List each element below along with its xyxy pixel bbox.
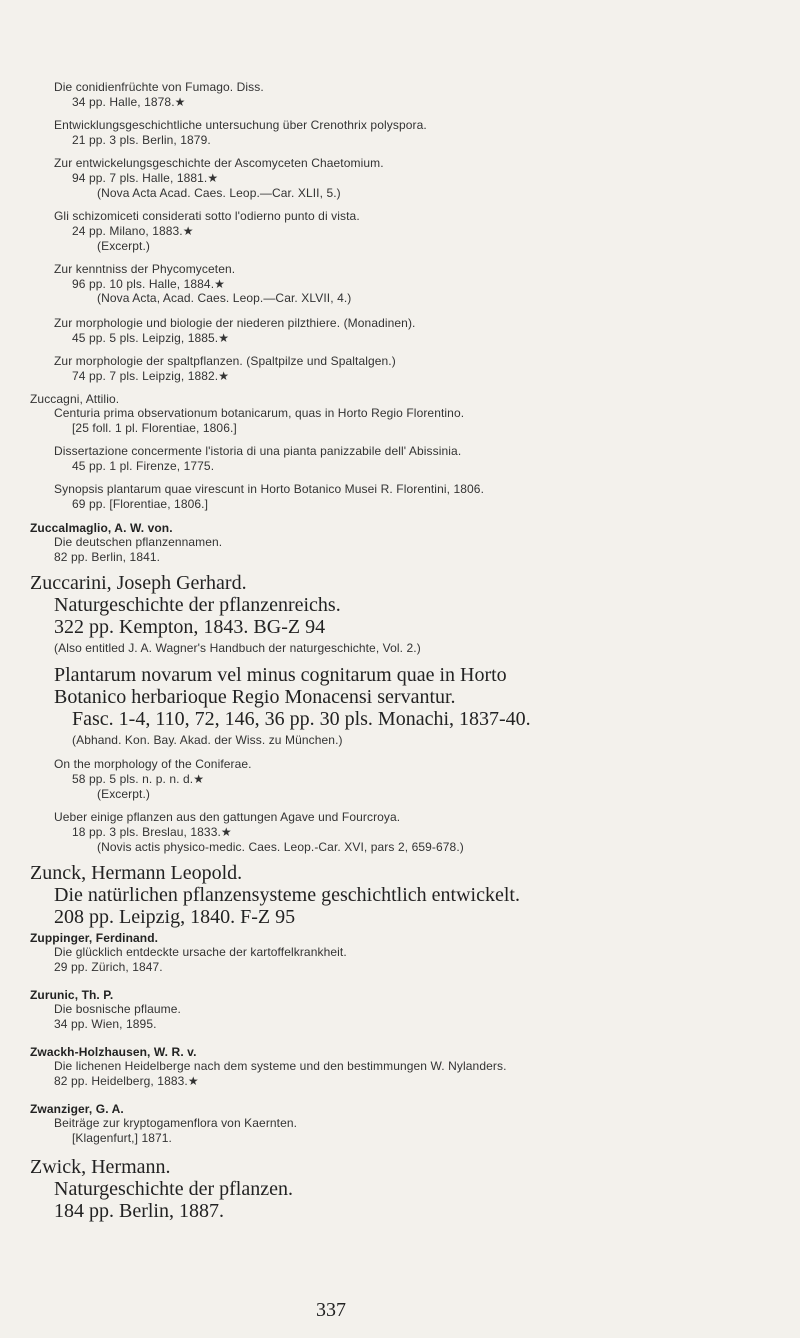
entry-line: 58 pp. 5 pls. n. p. n. d.★ [72, 772, 205, 786]
entry-line: 96 pp. 10 pls. Halle, 1884.★ [72, 277, 225, 291]
entry-line: Gli schizomiceti considerati sotto l'odierno punto di vista. [54, 209, 360, 223]
entry-line: Synopsis plantarum quae virescunt in Horto Botanico Musei R. Florentini, 1806. [54, 482, 485, 496]
entry-line: Naturgeschichte der pflanzen. [54, 1178, 293, 1200]
entry-line: Naturgeschichte der pflanzenreichs. [54, 594, 341, 616]
entry-line: Zwanziger, G. A. [30, 1102, 124, 1116]
entry-line: Zur morphologie und biologie der niederen pilzthiere. (Monadinen). [54, 316, 416, 330]
entry-line: Dissertazione concermente l'istoria di una pianta panizzabile dell' Abissinia. [54, 444, 462, 458]
entry-line: Die conidienfrüchte von Fumago. Diss. [54, 80, 264, 94]
entry-line: Entwicklungsgeschichtliche untersuchung über Crenothrix polyspora. [54, 118, 427, 132]
entry-line: Die deutschen pflanzennamen. [54, 535, 223, 549]
entry-line: 208 pp. Leipzig, 1840. F-Z 95 [54, 906, 296, 928]
entry-line: On the morphology of the Coniferae. [54, 757, 252, 771]
entry-line: 74 pp. 7 pls. Leipzig, 1882.★ [72, 369, 230, 383]
entry-line: 322 pp. Kempton, 1843. BG-Z 94 [54, 616, 326, 638]
entry-line: 18 pp. 3 pls. Breslau, 1833.★ [72, 825, 232, 839]
entry-line: 29 pp. Zürich, 1847. [54, 960, 163, 974]
entry-line: Fasc. 1-4, 110, 72, 146, 36 pp. 30 pls. Monachi, 1837-40. [72, 708, 531, 730]
entry-line: Zur kenntniss der Phycomyceten. [54, 262, 236, 276]
entry-line: Zuccagni, Attilio. [30, 392, 120, 406]
entry-line: Plantarum novarum vel minus cognitarum quae in Horto [54, 664, 507, 686]
entry-line: (Abhand. Kon. Bay. Akad. der Wiss. zu München.) [72, 733, 343, 747]
entry-line: (Excerpt.) [97, 239, 151, 253]
entry-line: (Also entitled J. A. Wagner's Handbuch der naturgeschichte, Vol. 2.) [54, 641, 421, 655]
entry-line: (Excerpt.) [97, 787, 151, 801]
entry-line: Die natürlichen pflanzensysteme geschichtlich entwickelt. [54, 884, 520, 906]
entry-line: Die glücklich entdeckte ursache der kartoffelkrankheit. [54, 945, 347, 959]
entry-line: (Novis actis physico-medic. Caes. Leop.-Car. XVI, pars 2, 659-678.) [97, 840, 464, 854]
entry-line: Zuccarini, Joseph Gerhard. [30, 572, 247, 594]
entry-line: 82 pp. Berlin, 1841. [54, 550, 161, 564]
entry-line: Zurunic, Th. P. [30, 988, 114, 1002]
entry-line: 34 pp. Halle, 1878.★ [72, 95, 186, 109]
entry-line: Botanico herbarioque Regio Monacensi servantur. [54, 686, 456, 708]
page-number: 337 [316, 1299, 346, 1321]
entry-line: Zuccalmaglio, A. W. von. [30, 521, 173, 535]
entry-line: 21 pp. 3 pls. Berlin, 1879. [72, 133, 211, 147]
entry-line: Centuria prima observationum botanicarum, quas in Horto Regio Florentino. [54, 406, 465, 420]
entry-line: Zwick, Hermann. [30, 1156, 171, 1178]
entry-line: 24 pp. Milano, 1883.★ [72, 224, 194, 238]
entry-line: Zwackh-Holzhausen, W. R. v. [30, 1045, 197, 1059]
entry-line: Zur morphologie der spaltpflanzen. (Spaltpilze und Spaltalgen.) [54, 354, 396, 368]
entry-line: 94 pp. 7 pls. Halle, 1881.★ [72, 171, 219, 185]
entry-line: 45 pp. 5 pls. Leipzig, 1885.★ [72, 331, 230, 345]
entry-line: (Nova Acta, Acad. Caes. Leop.—Car. XLVII, 4.) [97, 291, 352, 305]
entry-line: 184 pp. Berlin, 1887. [54, 1200, 224, 1222]
entry-line: 82 pp. Heidelberg, 1883.★ [54, 1074, 199, 1088]
entry-line: Beiträge zur kryptogamenflora von Kaernten. [54, 1116, 298, 1130]
entry-line: Ueber einige pflanzen aus den gattungen Agave und Fourcroya. [54, 810, 401, 824]
entry-line: [25 foll. 1 pl. Florentiae, 1806.] [72, 421, 237, 435]
entry-line: Zuppinger, Ferdinand. [30, 931, 159, 945]
entry-line: Zur entwickelungsgeschichte der Ascomyceten Chaetomium. [54, 156, 384, 170]
entry-line: 45 pp. 1 pl. Firenze, 1775. [72, 459, 215, 473]
entry-line: Zunck, Hermann Leopold. [30, 862, 243, 884]
entry-line: Die bosnische pflaume. [54, 1002, 181, 1016]
entry-line: 34 pp. Wien, 1895. [54, 1017, 157, 1031]
entry-line: 69 pp. [Florentiae, 1806.] [72, 497, 209, 511]
entry-line: Die lichenen Heidelberge nach dem systeme und den bestimmungen W. Nylanders. [54, 1059, 507, 1073]
entry-line: (Nova Acta Acad. Caes. Leop.—Car. XLII, 5.) [97, 186, 341, 200]
entry-line: [Klagenfurt,] 1871. [72, 1131, 172, 1145]
